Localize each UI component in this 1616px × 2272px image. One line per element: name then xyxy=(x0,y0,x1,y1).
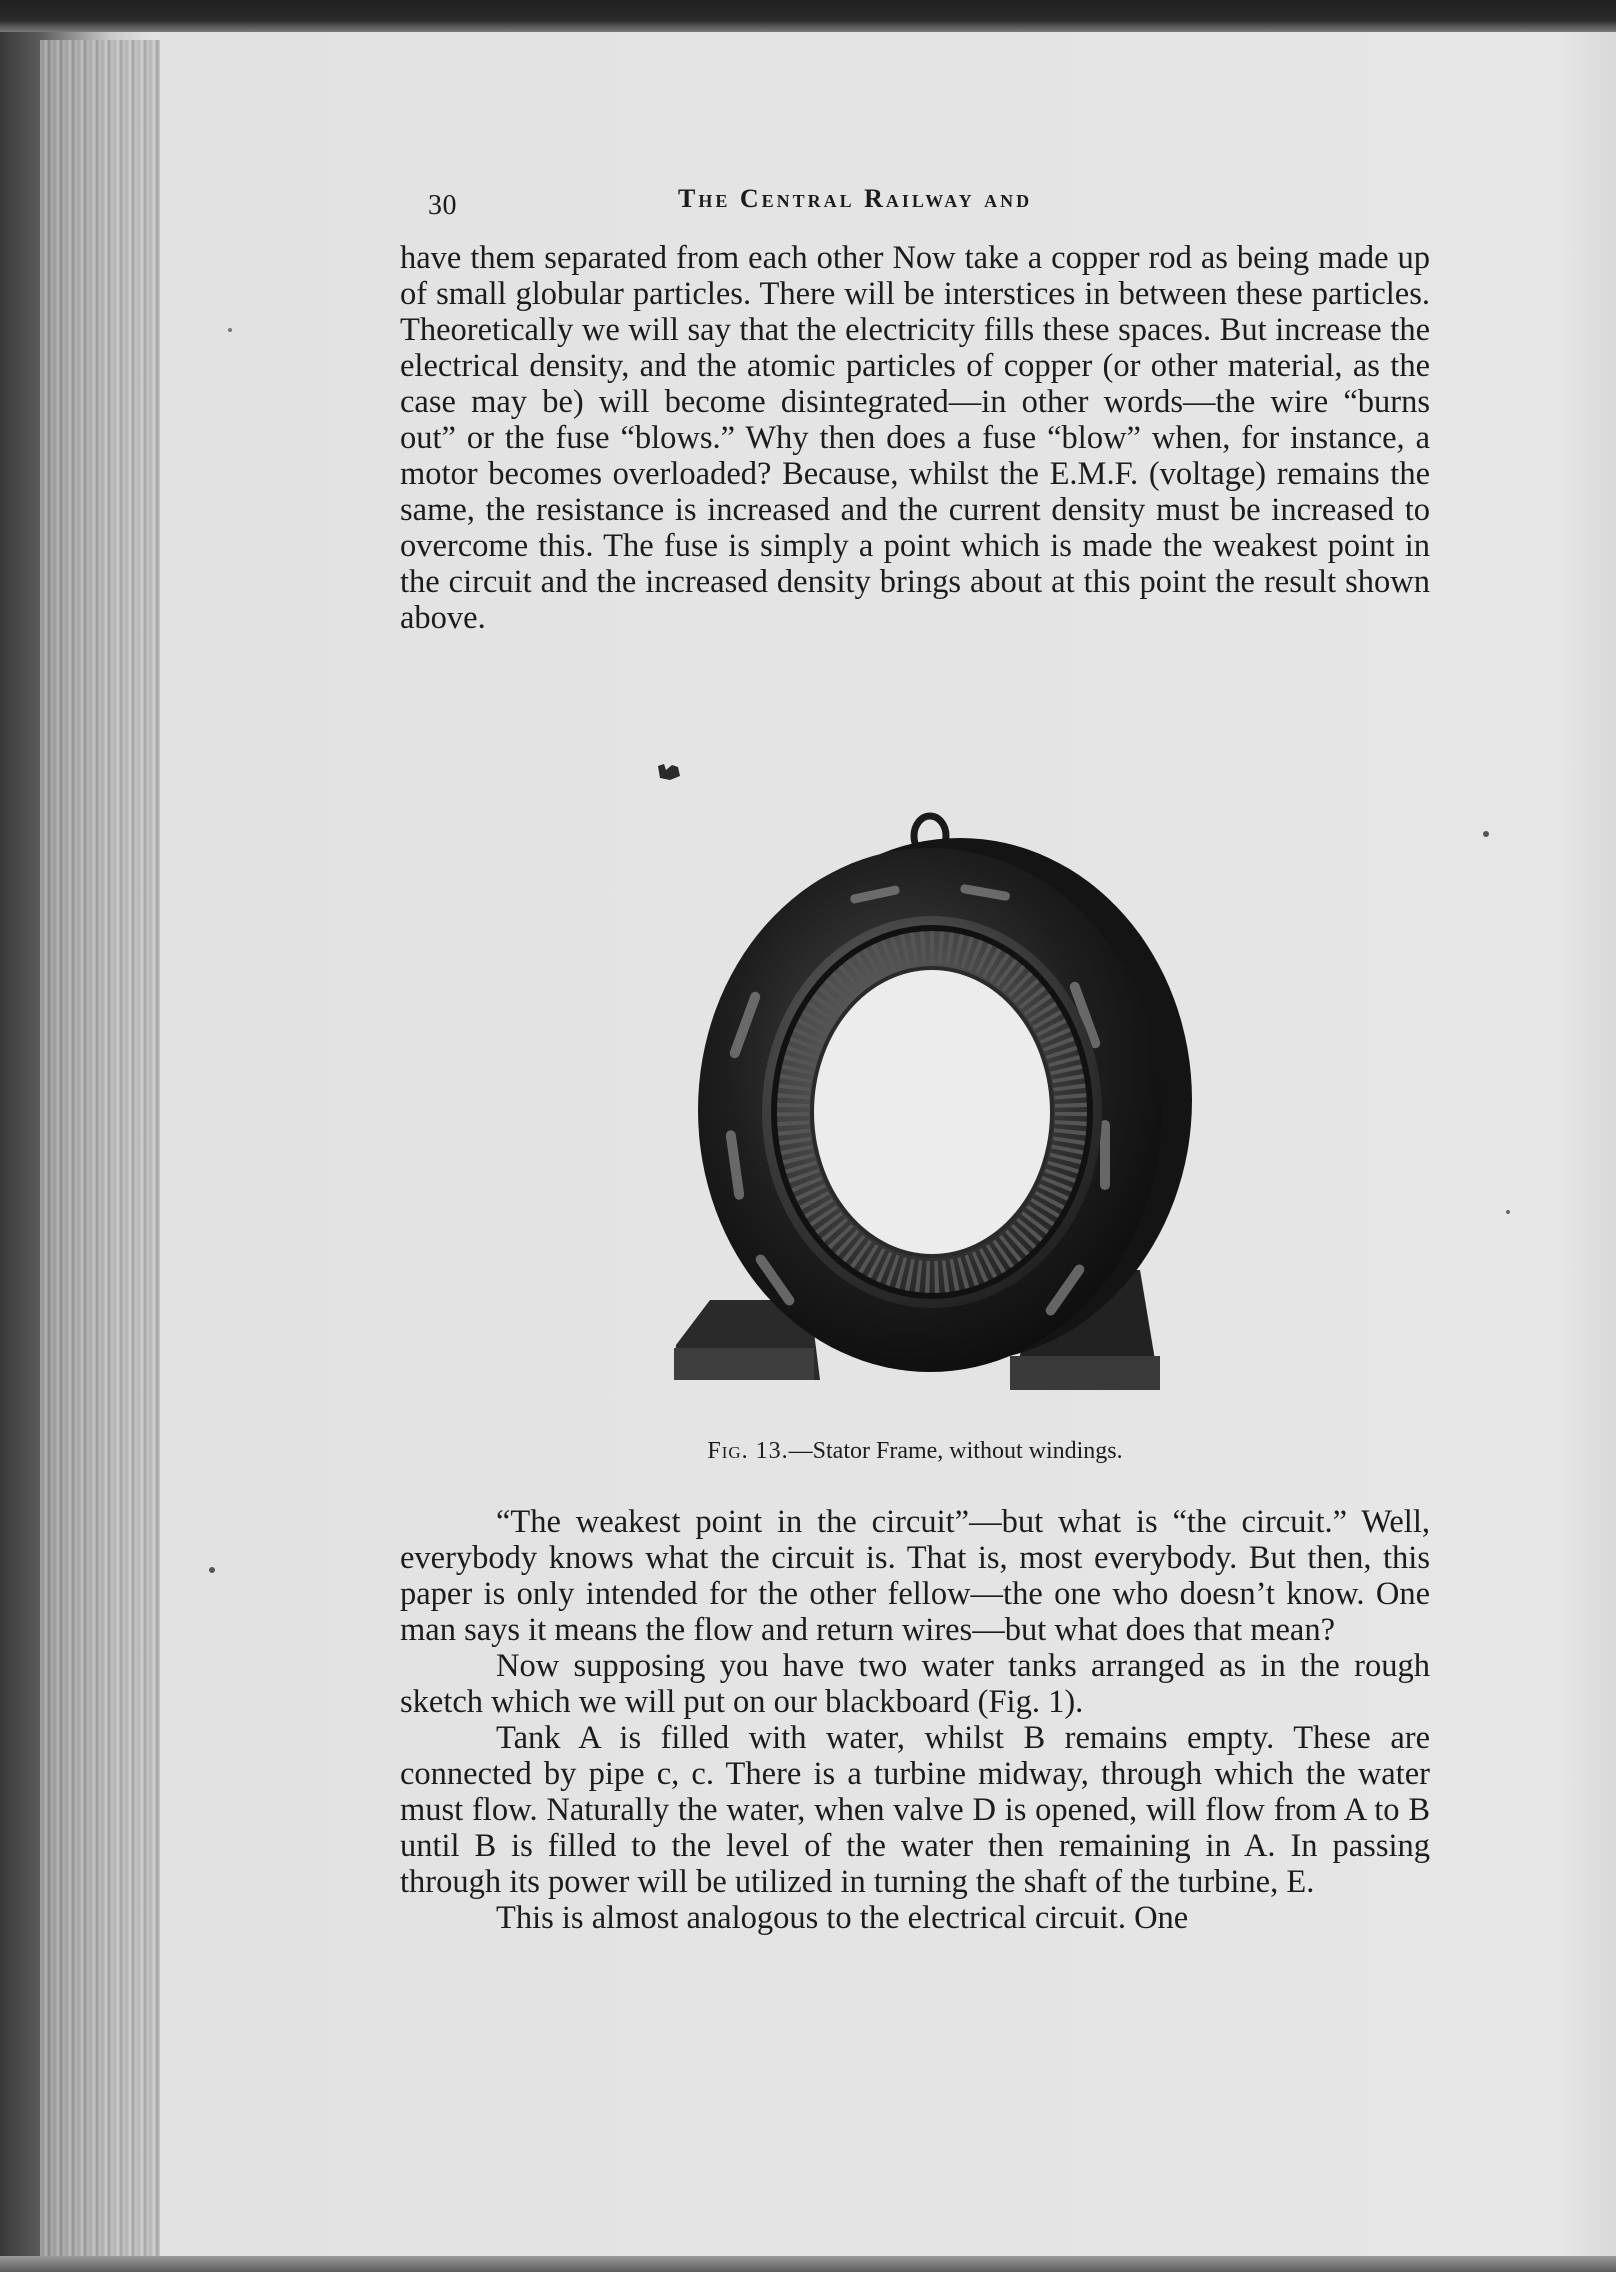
stator-frame-figure xyxy=(660,800,1220,1400)
stator-frame-illustration xyxy=(660,800,1220,1400)
book-top-edge xyxy=(0,0,1616,32)
book-bottom-edge xyxy=(0,2256,1616,2272)
paragraph: This is almost analogous to the electrical circuit. One xyxy=(496,1900,1189,1936)
paragraph: have them separated from each other Now take a copper rod as being made up of small globular particles. There will be interstices in between these particles. Theoretically we will say that the electricity fills these spaces. But increase the electrical density, and the atomic particles of copper (or other material, as the case may be) will become disintegrated—in other words—the wire “burns out” or the fuse “blows.” Why then does a fuse “blow” when, for instance, a motor becomes overloaded? Because, whilst the E.M.F. (voltage) remains the same, the resistance is increased and the current density must be increased to overcome this. The fuse is simply a point which is made the weakest point in the circuit and the increased density brings about at this point the result shown above. xyxy=(400,240,1430,636)
running-title: The Central Railway and xyxy=(678,184,1033,213)
body-text-bottom xyxy=(400,1504,1430,1936)
book-page-edges xyxy=(40,40,160,2272)
page-number: 30 xyxy=(428,190,457,221)
figure-caption xyxy=(400,1438,1430,1465)
ink-blot-mark xyxy=(656,762,682,782)
paragraph: Now supposing you have two water tanks arranged as in the rough sketch which we will put on our blackboard (Fig. 1). xyxy=(400,1648,1430,1720)
paragraph: “The weakest point in the circuit”—but what is “the circuit.” Well, everybody knows what the circuit is. That is, most everybody. But then, this paper is only intended for the other fellow—the one who doesn’t know. One man says it means the flow and return wires—but what does that mean? xyxy=(400,1504,1430,1648)
figure-caption-text: —Stator Frame, without windings. xyxy=(788,1438,1123,1464)
paragraph: Tank A is filled with water, whilst B remains empty. These are connected by pipe c, c. There is a turbine midway, through which the water must flow. Naturally the water, when valve D is opened, will flow from A to B until B is filled to the level of the water then remaining in A. In passing through its power will be utilized in turning the shaft of the turbine, E. xyxy=(400,1720,1430,1900)
figure-label: Fig. 13. xyxy=(707,1438,789,1464)
body-text-top xyxy=(400,240,1430,636)
